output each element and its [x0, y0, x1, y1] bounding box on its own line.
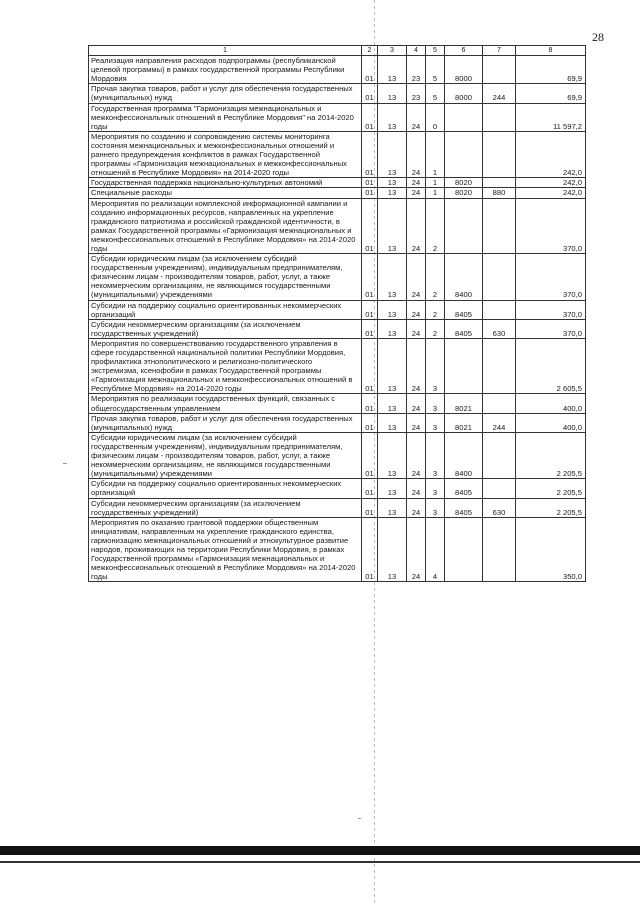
subsection-code: 13 [378, 413, 407, 432]
program-code: 24 [407, 517, 426, 582]
program-code: 24 [407, 198, 426, 254]
expense-type-code: 880 [483, 188, 516, 198]
expense-type-code [483, 198, 516, 254]
amount: 370,0 [516, 319, 586, 338]
program-code: 24 [407, 338, 426, 394]
program-code: 24 [407, 254, 426, 300]
subprogram-code: 3 [426, 498, 445, 517]
column-header: 6 [445, 46, 483, 56]
row-name: Субсидии на поддержку социально ориентированных некоммерческих организаций [89, 300, 362, 319]
row-name: Субсидии на поддержку социально ориентированных некоммерческих организаций [89, 479, 362, 498]
subsection-code: 13 [378, 178, 407, 188]
program-code: 24 [407, 479, 426, 498]
page-number: 28 [592, 30, 604, 44]
expense-code: 8405 [445, 479, 483, 498]
amount: 370,0 [516, 254, 586, 300]
table-row [89, 498, 586, 517]
section-code: 01 [362, 517, 378, 582]
row-name: Мероприятия по созданию и сопровождению системы мониторинга состояния межнациональных и межконфессиональных отношений и раннего предупреждения конфликтов в рамках Государственной программы «Гармонизация межнациональных и межконфессиональных отношений в Республике Мордовия» на 2014-2020 годы [89, 131, 362, 177]
expense-type-code [483, 131, 516, 177]
program-code: 23 [407, 56, 426, 84]
section-code: 01 [362, 131, 378, 177]
table-body [89, 46, 586, 582]
row-name: Реализация направления расходов подпрограммы (республиканской целевой программы) в рамках государственной программы Республики Мордовия [89, 56, 362, 84]
row-name: Субсидии некоммерческим организациям (за исключением государственных учреждений) [89, 498, 362, 517]
amount: 11 597,2 [516, 103, 586, 131]
table-header-row [89, 46, 586, 56]
expense-type-code [483, 517, 516, 582]
subsection-code: 13 [378, 103, 407, 131]
table-row [89, 413, 586, 432]
expense-code [445, 103, 483, 131]
expense-type-code: 630 [483, 319, 516, 338]
expense-code: 8000 [445, 84, 483, 103]
subprogram-code: 2 [426, 319, 445, 338]
subprogram-code: 3 [426, 338, 445, 394]
table-row [89, 84, 586, 103]
program-code: 24 [407, 103, 426, 131]
subprogram-code: 3 [426, 394, 445, 413]
program-code: 24 [407, 300, 426, 319]
amount: 69,9 [516, 84, 586, 103]
section-code: 01 [362, 319, 378, 338]
subprogram-code: 3 [426, 432, 445, 478]
amount: 400,0 [516, 394, 586, 413]
row-name: Мероприятия по реализации государственных функций, связанных с общегосударственным управлением [89, 394, 362, 413]
subprogram-code: 2 [426, 198, 445, 254]
amount: 2 205,5 [516, 432, 586, 478]
column-header: 5 [426, 46, 445, 56]
expense-type-code [483, 394, 516, 413]
table-row [89, 198, 586, 254]
amount: 350,0 [516, 517, 586, 582]
table-row [89, 300, 586, 319]
expense-type-code [483, 103, 516, 131]
table-row [89, 319, 586, 338]
section-code: 01 [362, 338, 378, 394]
amount: 242,0 [516, 178, 586, 188]
subprogram-code: 2 [426, 254, 445, 300]
expense-code: 8405 [445, 300, 483, 319]
table-row [89, 254, 586, 300]
expense-code [445, 131, 483, 177]
row-name: Специальные расходы [89, 188, 362, 198]
row-name: Мероприятия по реализации комплексной информационной кампании и созданию информационных ресурсов, направленных на укрепление гражданского патриотизма и российской гражданской идентичности, в рамках Государственной программы «Гармонизация межнациональных и межконфессиональных отношений в Республике Мордовия» на 2014-2020 годы [89, 198, 362, 254]
amount: 400,0 [516, 413, 586, 432]
amount: 2 205,5 [516, 479, 586, 498]
row-name: Субсидии некоммерческим организациям (за исключением государственных учреждений) [89, 319, 362, 338]
table-row [89, 338, 586, 394]
subprogram-code: 3 [426, 413, 445, 432]
section-code: 01 [362, 432, 378, 478]
subsection-code: 13 [378, 338, 407, 394]
subprogram-code: 0 [426, 103, 445, 131]
subsection-code: 13 [378, 498, 407, 517]
expense-type-code: 244 [483, 413, 516, 432]
expense-code [445, 517, 483, 582]
program-code: 24 [407, 432, 426, 478]
scan-edge-bar [0, 846, 640, 855]
subsection-code: 13 [378, 479, 407, 498]
section-code: 01 [362, 103, 378, 131]
subsection-code: 13 [378, 300, 407, 319]
row-name: Прочая закупка товаров, работ и услуг для обеспечения государственных (муниципальных) нужд [89, 84, 362, 103]
scan-mark [358, 818, 361, 819]
amount: 242,0 [516, 188, 586, 198]
row-name: Прочая закупка товаров, работ и услуг для обеспечения государственных (муниципальных) нужд [89, 413, 362, 432]
section-code: 01 [362, 254, 378, 300]
row-name: Государственная программа "Гармонизация межнациональных и межконфессиональных отношений в Республике Мордовия" на 2014-2020 годы [89, 103, 362, 131]
table-row [89, 103, 586, 131]
expense-type-code: 244 [483, 84, 516, 103]
section-code: 01 [362, 178, 378, 188]
subsection-code: 13 [378, 432, 407, 478]
program-code: 24 [407, 394, 426, 413]
program-code: 24 [407, 188, 426, 198]
expense-code: 8405 [445, 498, 483, 517]
row-name: Субсидии юридическим лицам (за исключением субсидий государственным учреждениям), индивидуальным предпринимателям, физическим лицам - производителям товаров, работ, услуг, а также некоммерческим организациям, не являющимся государственными (муниципальными) учреждениями [89, 432, 362, 478]
scan-mark [63, 463, 67, 464]
column-header: 2 [362, 46, 378, 56]
expense-type-code [483, 479, 516, 498]
amount: 370,0 [516, 198, 586, 254]
table-row [89, 178, 586, 188]
subprogram-code: 1 [426, 131, 445, 177]
subsection-code: 13 [378, 188, 407, 198]
expense-type-code [483, 300, 516, 319]
table-row [89, 517, 586, 582]
subsection-code: 13 [378, 84, 407, 103]
program-code: 24 [407, 178, 426, 188]
subsection-code: 13 [378, 131, 407, 177]
subprogram-code: 1 [426, 188, 445, 198]
subprogram-code: 5 [426, 84, 445, 103]
section-code: 01 [362, 479, 378, 498]
column-header: 1 [89, 46, 362, 56]
row-name: Мероприятия по оказанию грантовой поддержки общественным инициативам, направленным на укрепление гражданского единства, гармонизацию межнациональных отношений и этнокультурное развитие народов, проживающих на территории Республики Мордовия, в рамках Государственной программы «Гармонизация межнациональных и межконфессиональных отношений в Республике Мордовия» на 2014-2020 годы [89, 517, 362, 582]
amount: 69,9 [516, 56, 586, 84]
row-name: Субсидии юридическим лицам (за исключением субсидий государственным учреждениям), индивидуальным предпринимателям, физическим лицам - производителям товаров, работ, услуг, а также некоммерческим организациям, не являющимся государственными (муниципальными) учреждениями [89, 254, 362, 300]
subsection-code: 13 [378, 517, 407, 582]
program-code: 24 [407, 498, 426, 517]
section-code: 01 [362, 300, 378, 319]
scan-edge-rule [0, 861, 640, 863]
expense-code: 8020 [445, 188, 483, 198]
expense-code [445, 338, 483, 394]
expense-type-code [483, 254, 516, 300]
table-row [89, 56, 586, 84]
expense-code: 8000 [445, 56, 483, 84]
section-code: 01 [362, 498, 378, 517]
section-code: 01 [362, 198, 378, 254]
expense-type-code [483, 432, 516, 478]
section-code: 01 [362, 394, 378, 413]
table-row [89, 131, 586, 177]
program-code: 24 [407, 131, 426, 177]
row-name: Мероприятия по совершенствованию государственного управления в сфере государственной национальной политики Республики Мордовия, профилактика этнополитического и религиозно-политического экстремизма, ксенофобии в рамках Государственной программы «Гармонизация межнациональных и межконфессиональных отношений в Республике Мордовия» на 2014-2020 годы [89, 338, 362, 394]
table-row [89, 188, 586, 198]
row-name: Государственная поддержка национально-культурных автономий [89, 178, 362, 188]
subsection-code: 13 [378, 319, 407, 338]
column-header: 7 [483, 46, 516, 56]
table-row [89, 432, 586, 478]
budget-table [88, 45, 586, 582]
subprogram-code: 4 [426, 517, 445, 582]
subprogram-code: 3 [426, 479, 445, 498]
section-code: 01 [362, 84, 378, 103]
program-code: 23 [407, 84, 426, 103]
section-code: 01 [362, 56, 378, 84]
subsection-code: 13 [378, 198, 407, 254]
program-code: 24 [407, 413, 426, 432]
subsection-code: 13 [378, 254, 407, 300]
table-row [89, 479, 586, 498]
expense-type-code [483, 56, 516, 84]
expense-code: 8020 [445, 178, 483, 188]
amount: 242,0 [516, 131, 586, 177]
program-code: 24 [407, 319, 426, 338]
expense-code: 8405 [445, 319, 483, 338]
expense-code: 8400 [445, 254, 483, 300]
column-header: 3 [378, 46, 407, 56]
expense-code [445, 198, 483, 254]
expense-type-code [483, 178, 516, 188]
column-header: 8 [516, 46, 586, 56]
expense-type-code: 630 [483, 498, 516, 517]
amount: 2 205,5 [516, 498, 586, 517]
amount: 2 605,5 [516, 338, 586, 394]
expense-code: 8021 [445, 394, 483, 413]
subprogram-code: 1 [426, 178, 445, 188]
subprogram-code: 5 [426, 56, 445, 84]
expense-type-code [483, 338, 516, 394]
expense-code: 8400 [445, 432, 483, 478]
expense-code: 8021 [445, 413, 483, 432]
column-header: 4 [407, 46, 426, 56]
subsection-code: 13 [378, 394, 407, 413]
subprogram-code: 2 [426, 300, 445, 319]
amount: 370,0 [516, 300, 586, 319]
section-code: 01 [362, 413, 378, 432]
table-row [89, 394, 586, 413]
subsection-code: 13 [378, 56, 407, 84]
section-code: 01 [362, 188, 378, 198]
